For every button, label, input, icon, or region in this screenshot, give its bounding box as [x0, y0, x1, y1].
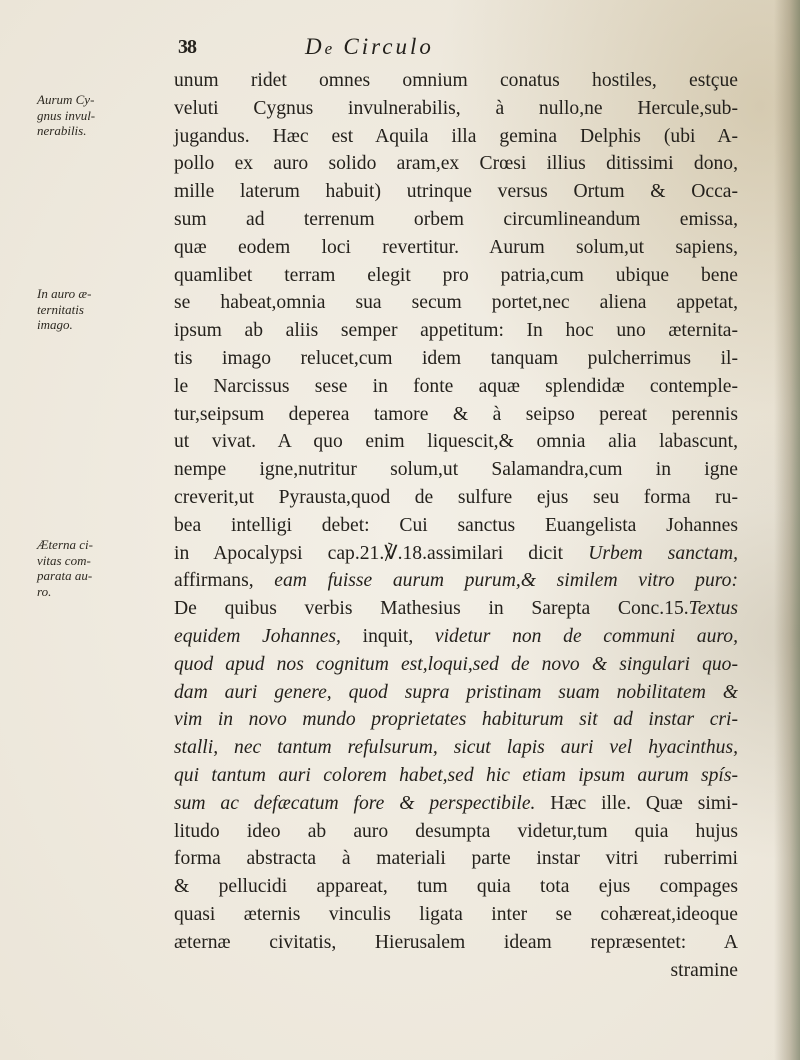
text-line-italic: dam auri genere, quod supra pristinam suam nobilitatem &: [174, 681, 738, 703]
text-italic: eam fuisse aurum purum,& similem vitro puro:: [274, 570, 738, 592]
marginal-line: vitas com-: [37, 552, 91, 568]
running-head-word: Circulo: [343, 34, 434, 59]
text-roman: affirmans,: [174, 570, 254, 592]
text-line: & pellucidi appareat, tum quia tota ejus compages: [174, 876, 738, 898]
text-line-italic: stalli, nec tantum refulsurum, sicut lapis auri vel hyacinthus,: [174, 737, 738, 759]
text-line: se habeat,omnia sua secum portet,nec aliena appetat,: [174, 292, 738, 314]
running-head-initial: D: [305, 34, 325, 59]
page-number: 38: [178, 36, 196, 58]
marginal-note-cygnus: [37, 92, 127, 139]
text-line: nempe igne,nutritur solum,ut Salamandra,cum in igne: [174, 459, 738, 481]
text-italic: equidem Johannes,: [174, 625, 341, 647]
running-head-e: e: [324, 39, 335, 58]
text-line-mixed: [174, 567, 738, 595]
catchword: stramine: [670, 959, 738, 981]
text-line: ipsum ab aliis semper appetitum: In hoc uno æternita-: [174, 320, 738, 342]
marginal-note-civitas: [37, 537, 127, 599]
text-line: unum ridet omnes omnium conatus hostiles, estçue: [174, 70, 738, 91]
text-line-italic: vim in novo mundo proprietates habiturum sit ad instar cri-: [174, 709, 738, 731]
marginal-line: imago.: [37, 317, 73, 332]
marginal-line: gnus invul-: [37, 107, 96, 123]
text-line: quamlibet terram elegit pro patria,cum ubique bene: [174, 264, 738, 286]
text-roman: De quibus verbis Mathesius in Sarepta Conc.15.: [174, 598, 689, 620]
text-line: bea intelligi debet: Cui sanctus Euangelista Johannes: [174, 514, 738, 536]
text-roman: Hæc ille. Quæ simi-: [535, 792, 739, 814]
text-line: litudo ideo ab auro desumpta videtur,tum quia hujus: [174, 820, 738, 842]
text-italic: videtur non de communi auro,: [434, 625, 738, 647]
text-line: quæ eodem loci revertitur. Aurum solum,ut sapiens,: [174, 236, 738, 258]
marginal-line: In auro æ-: [37, 286, 92, 301]
marginal-line: ro.: [37, 583, 52, 599]
text-line-mixed: [174, 623, 738, 651]
text-line-italic: quod apud nos cognitum est,loqui,sed de novo & singulari quo-: [174, 653, 738, 675]
marginal-line: ternitatis: [37, 301, 84, 317]
text-italic: Textus: [688, 598, 738, 620]
marginal-line: Aurum Cy-: [37, 92, 95, 107]
text-roman: in Apocalypsi cap.21.℣.18.assimilari dicit: [174, 542, 589, 564]
marginal-line: nerabilis.: [37, 123, 87, 138]
text-line: forma abstracta à materiali parte instar vitri ruberrimi: [174, 848, 738, 870]
text-line: æternæ civitatis, Hierusalem ideam repræsentet: A: [174, 931, 738, 953]
text-italic: Urbem sanctam,: [588, 542, 738, 564]
text-line: creverit,ut Pyrausta,quod de sulfure ejus seu forma ru-: [174, 486, 738, 508]
text-italic: sum ac defæcatum fore & perspectibile.: [174, 792, 536, 814]
running-head: [305, 34, 434, 60]
text-line: le Narcissus sese in fonte aquæ splendidæ contemple-: [174, 375, 738, 397]
marginal-line: parata au-: [37, 568, 93, 583]
text-line: jugandus. Hæc est Aquila illa gemina Delphis (ubi A-: [174, 125, 738, 147]
text-line: veluti Cygnus invulnerabilis, à nullo,ne Hercule,sub-: [174, 97, 738, 119]
text-line: quasi æternis vinculis ligata inter se cohæreat,ideoque: [174, 903, 738, 925]
text-roman: inquit,: [340, 625, 435, 647]
body-text: [174, 67, 738, 984]
text-line-mixed: [174, 595, 738, 623]
marginal-line: Æterna ci-: [37, 537, 93, 552]
text-line: tis imago relucet,cum idem tanquam pulcherrimus il-: [174, 347, 738, 369]
text-line: pollo ex auro solido aram,ex Crœsi illius ditissimi dono,: [174, 153, 738, 175]
text-line-mixed: [174, 540, 738, 568]
page-edge-shadow: [774, 0, 800, 1060]
text-line-mixed: [174, 790, 738, 818]
text-line: mille laterum habuit) utrinque versus Ortum & Occa-: [174, 181, 738, 203]
text-line: tur,seipsum deperea tamore & à seipso pereat perennis: [174, 403, 738, 425]
marginal-note-aeternitas: [37, 286, 127, 333]
text-line: sum ad terrenum orbem circumlineandum emissa,: [174, 208, 738, 230]
text-line: ut vivat. A quo enim liquescit,& omnia alia labascunt,: [174, 431, 738, 453]
text-line-italic: qui tantum auri colorem habet,sed hic etiam ipsum aurum spís-: [174, 764, 738, 786]
